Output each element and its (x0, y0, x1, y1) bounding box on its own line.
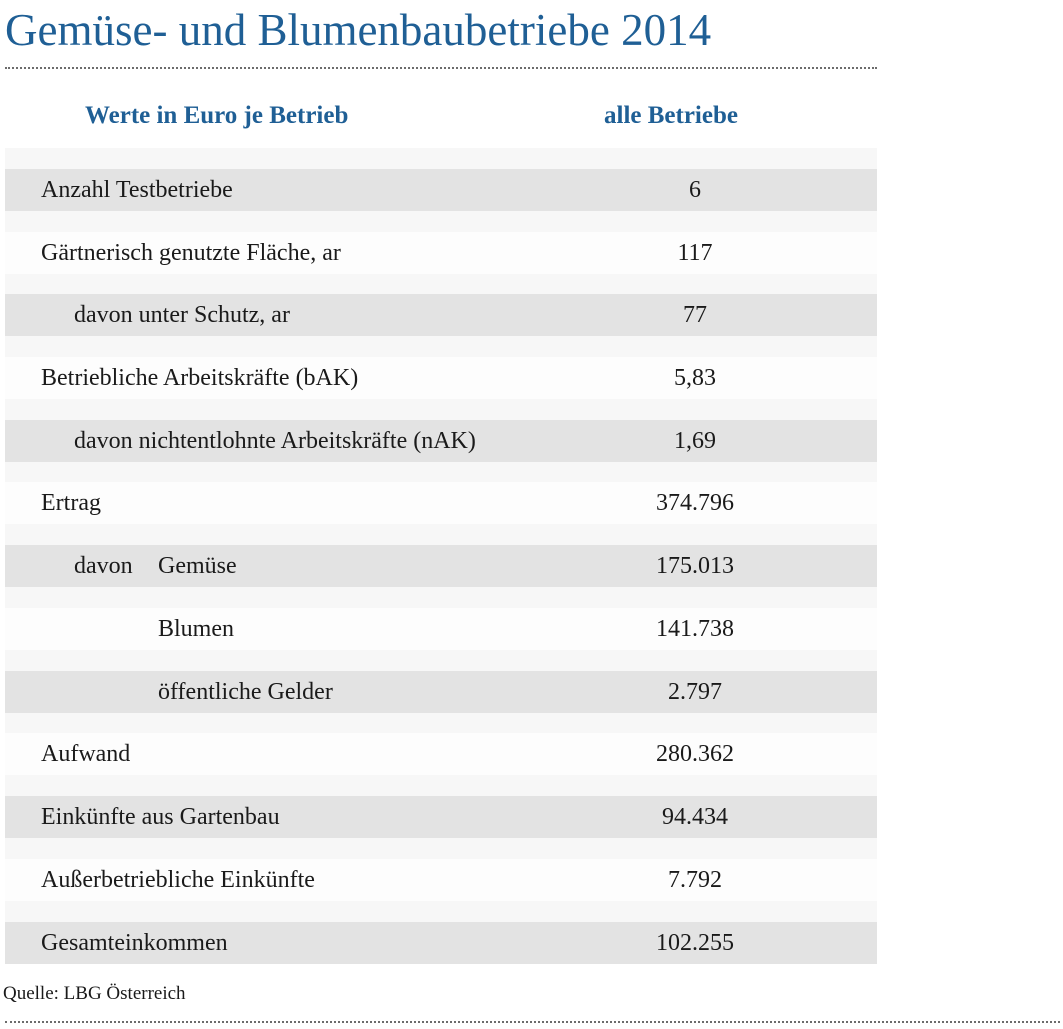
table-row-nak (5, 420, 877, 462)
table-row-einkuenfte-gartenbau (5, 796, 877, 838)
table-row-blumen (5, 608, 877, 650)
column-header-label: Werte in Euro je Betrieb (85, 102, 349, 129)
row-value: 5,83 (674, 365, 716, 391)
row-label: öffentliche Gelder (158, 679, 333, 705)
source-note: Quelle: LBG Österreich (3, 983, 186, 1004)
row-prefix: davon (74, 553, 133, 579)
row-label: Anzahl Testbetriebe (41, 177, 233, 203)
row-value: 374.796 (656, 490, 734, 516)
row-value: 117 (677, 240, 713, 266)
table-row-ausserbetriebliche-einkuenfte (5, 859, 877, 901)
table-row-unter-schutz (5, 294, 877, 336)
table-row-bak (5, 357, 877, 399)
table-row-oeffentliche-gelder (5, 671, 877, 713)
row-value: 1,69 (674, 428, 716, 454)
row-label: Aufwand (41, 741, 131, 767)
row-value: 102.255 (656, 930, 734, 956)
column-header-value: alle Betriebe (604, 102, 738, 129)
row-value: 94.434 (662, 804, 728, 830)
row-value: 280.362 (656, 741, 734, 767)
row-label: Blumen (158, 616, 234, 642)
table-row-ertrag (5, 482, 877, 524)
row-value: 141.738 (656, 616, 734, 642)
table-row-gesamteinkommen (5, 922, 877, 964)
table-row-aufwand (5, 733, 877, 775)
row-value: 175.013 (656, 553, 734, 579)
bottom-divider (5, 1021, 1060, 1023)
row-label: Gesamteinkommen (41, 930, 228, 956)
row-label: Ertrag (41, 490, 101, 516)
row-value: 77 (683, 302, 707, 328)
row-value: 6 (689, 177, 701, 203)
table-row-gemuese (5, 545, 877, 587)
top-divider (5, 67, 877, 69)
row-label: Einkünfte aus Gartenbau (41, 804, 280, 830)
page-title: Gemüse- und Blumenbaubetriebe 2014 (5, 5, 712, 55)
data-table (5, 148, 877, 964)
row-label: Betriebliche Arbeitskräfte (bAK) (41, 365, 359, 391)
table-row-flaeche (5, 232, 877, 274)
row-value: 7.792 (668, 867, 722, 893)
row-value: 2.797 (668, 679, 722, 705)
row-label: Gemüse (158, 553, 237, 579)
row-label: Außerbetriebliche Einkünfte (41, 867, 315, 893)
row-label: davon nichtentlohnte Arbeitskräfte (nAK) (74, 428, 476, 454)
row-label: davon unter Schutz, ar (74, 302, 290, 328)
table-row-anzahl-testbetriebe (5, 169, 877, 211)
row-label: Gärtnerisch genutzte Fläche, ar (41, 240, 341, 266)
